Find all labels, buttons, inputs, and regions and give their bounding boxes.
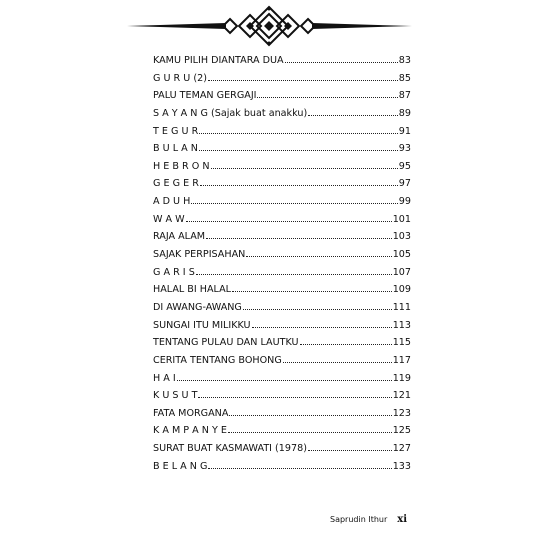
toc-entry-page: 117 bbox=[392, 354, 411, 366]
toc-dot-leader bbox=[211, 167, 398, 169]
toc-dot-leader bbox=[285, 61, 398, 63]
toc-dot-leader bbox=[246, 255, 391, 257]
toc-dot-leader bbox=[243, 308, 392, 310]
toc-dot-leader bbox=[208, 467, 391, 469]
toc-entry-title: PALU TEMAN GERGAJI bbox=[153, 90, 257, 102]
toc-entry-title: KAMU PILIH DIANTARA DUA bbox=[153, 55, 284, 66]
toc-entry-page: 109 bbox=[392, 284, 411, 296]
toc-entry bbox=[153, 70, 411, 88]
toc-entry-title: G A R I S bbox=[153, 266, 195, 278]
toc-entry-title: SURAT BUAT KASMAWATI (1978) bbox=[153, 443, 307, 455]
toc-entry-page: 87 bbox=[398, 90, 411, 102]
toc-entry-page: 99 bbox=[398, 196, 411, 208]
toc-dot-leader bbox=[200, 184, 398, 186]
toc-dot-leader bbox=[206, 237, 392, 239]
toc-entry bbox=[153, 422, 411, 440]
header-ornament bbox=[126, 4, 412, 48]
toc-entry-page: 105 bbox=[392, 249, 411, 261]
toc-entry-page: 119 bbox=[392, 372, 411, 384]
toc-entry-page: 89 bbox=[398, 107, 411, 119]
toc-entry-page: 127 bbox=[392, 443, 411, 455]
toc-entry-page: 107 bbox=[392, 266, 411, 278]
toc-dot-leader bbox=[198, 396, 391, 398]
toc-entry-page: 123 bbox=[392, 407, 411, 419]
toc-entry bbox=[153, 405, 411, 423]
toc-entry bbox=[153, 52, 411, 70]
toc-entry-title: S A Y A N G (Sajak buat anakku) bbox=[153, 107, 308, 119]
toc-entry bbox=[153, 458, 411, 476]
toc-entry-page: 83 bbox=[398, 55, 411, 66]
toc-entry bbox=[153, 193, 411, 211]
toc-entry-page: 95 bbox=[398, 160, 411, 172]
toc-entry-title: W A W bbox=[153, 213, 185, 225]
toc-entry-title: A D U H bbox=[153, 196, 191, 208]
toc-entry-page: 101 bbox=[392, 213, 411, 225]
toc-entry-page: 85 bbox=[398, 72, 411, 84]
toc-entry bbox=[153, 105, 411, 123]
toc-entry-page: 97 bbox=[398, 178, 411, 190]
toc-entry bbox=[153, 211, 411, 229]
toc-entry-page: 125 bbox=[392, 425, 411, 437]
toc-entry-title: FATA MORGANA bbox=[153, 407, 229, 419]
toc-dot-leader bbox=[186, 220, 392, 222]
toc-dot-leader bbox=[308, 449, 392, 451]
toc-entry bbox=[153, 158, 411, 176]
toc-entry-title: K U S U T bbox=[153, 390, 198, 402]
toc-entry-title: H A I bbox=[153, 372, 176, 384]
toc-entry bbox=[153, 228, 411, 246]
toc-dot-leader bbox=[232, 290, 392, 292]
footer-author: Saprudin Ithur bbox=[330, 515, 388, 524]
toc-entry-page: 93 bbox=[398, 143, 411, 155]
toc-entry-title: G E G E R bbox=[153, 178, 199, 190]
toc-entry bbox=[153, 352, 411, 370]
toc-entry bbox=[153, 87, 411, 105]
toc-dot-leader bbox=[228, 431, 392, 433]
toc-dot-leader bbox=[177, 379, 392, 381]
toc-entry-page: 115 bbox=[392, 337, 411, 349]
toc-entry bbox=[153, 175, 411, 193]
toc-entry-title: SAJAK PERPISAHAN bbox=[153, 249, 246, 261]
page-footer bbox=[330, 514, 407, 525]
toc-dot-leader bbox=[199, 132, 398, 134]
toc-dot-leader bbox=[300, 343, 392, 345]
table-of-contents bbox=[153, 52, 411, 475]
footer-page-number: xi bbox=[397, 514, 408, 525]
toc-dot-leader bbox=[308, 114, 398, 116]
toc-entry-page: 111 bbox=[392, 301, 411, 313]
toc-dot-leader bbox=[191, 202, 397, 204]
toc-entry bbox=[153, 334, 411, 352]
toc-entry-page: 91 bbox=[398, 125, 411, 137]
toc-entry-title: CERITA TENTANG BOHONG bbox=[153, 354, 282, 366]
toc-entry bbox=[153, 299, 411, 317]
toc-dot-leader bbox=[208, 79, 398, 81]
toc-entry-title: TENTANG PULAU DAN LAUTKU bbox=[153, 337, 299, 349]
toc-entry bbox=[153, 140, 411, 158]
toc-entry bbox=[153, 440, 411, 458]
toc-entry bbox=[153, 246, 411, 264]
toc-dot-leader bbox=[283, 361, 392, 363]
toc-entry-page: 121 bbox=[392, 390, 411, 402]
toc-entry-title: T E G U R bbox=[153, 125, 199, 137]
toc-entry-page: 103 bbox=[392, 231, 411, 243]
toc-entry bbox=[153, 317, 411, 335]
toc-dot-leader bbox=[199, 149, 398, 151]
toc-entry-title: K A M P A N Y E bbox=[153, 425, 227, 437]
toc-entry-title: H E B R O N bbox=[153, 160, 210, 172]
toc-entry-page: 113 bbox=[392, 319, 411, 331]
toc-entry-title: SUNGAI ITU MILIKKU bbox=[153, 319, 251, 331]
toc-dot-leader bbox=[257, 96, 397, 98]
toc-entry bbox=[153, 370, 411, 388]
toc-entry-title: B U L A N bbox=[153, 143, 198, 155]
toc-entry-title: HALAL BI HALAL bbox=[153, 284, 232, 296]
toc-entry bbox=[153, 123, 411, 141]
toc-entry bbox=[153, 281, 411, 299]
toc-entry-title: G U R U (2) bbox=[153, 72, 207, 84]
toc-entry-page: 133 bbox=[392, 460, 411, 472]
toc-dot-leader bbox=[196, 273, 392, 275]
toc-entry-title: B E L A N G bbox=[153, 460, 208, 472]
toc-dot-leader bbox=[252, 326, 392, 328]
toc-dot-leader bbox=[229, 414, 391, 416]
toc-entry-title: RAJA ALAM bbox=[153, 231, 206, 243]
toc-entry-title: DI AWANG-AWANG bbox=[153, 301, 242, 313]
toc-entry bbox=[153, 264, 411, 282]
toc-entry bbox=[153, 387, 411, 405]
